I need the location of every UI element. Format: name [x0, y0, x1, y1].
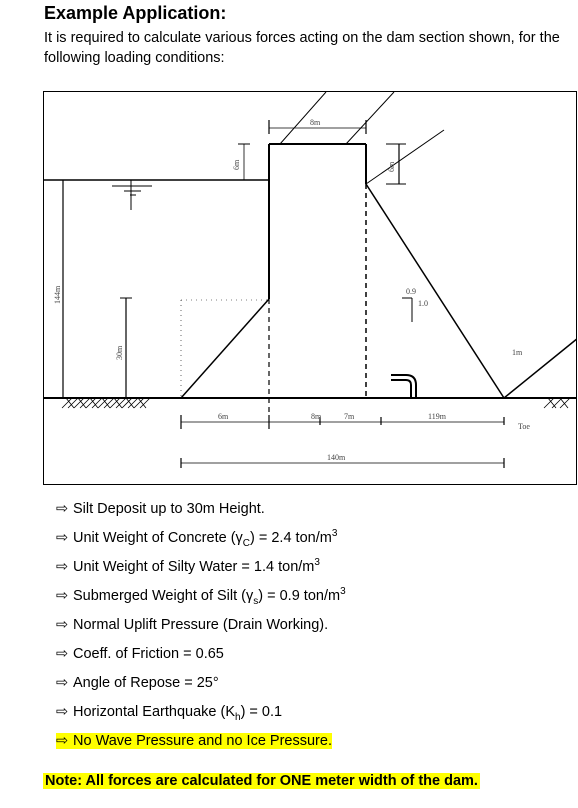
- base-dimension: [181, 415, 504, 429]
- repose-condition: Angle of Repose = 25°: [73, 675, 219, 691]
- list-item: [56, 730, 346, 759]
- silt-weight-prefix: Submerged Weight of Silt (: [73, 588, 247, 604]
- extension-line-top-right: [346, 92, 394, 144]
- concrete-weight-value: ) = 2.4 ton/m: [250, 530, 332, 546]
- earthquake-prefix: Horizontal Earthquake (K: [73, 704, 235, 720]
- silt-weight-value: ) = 0.9 ton/m: [258, 588, 341, 604]
- list-item: [56, 556, 346, 585]
- list-item: [56, 672, 346, 701]
- base-drain-label: 7m: [344, 412, 355, 421]
- freeboard-left-label: 6m: [232, 159, 241, 170]
- base-mid-label: 8m: [311, 412, 322, 421]
- silt-weight-symbol: γ: [246, 588, 254, 604]
- arrow-icon: ⇨: [56, 617, 69, 633]
- water-weight-text: Unit Weight of Silty Water = 1.4 ton/m: [73, 559, 315, 575]
- dam-section-figure: [43, 91, 577, 485]
- wave-condition-highlight: [56, 733, 332, 749]
- list-item: [56, 643, 346, 672]
- arrow-icon: ⇨: [56, 733, 69, 749]
- silt-weight-subscript: s: [253, 595, 259, 607]
- list-item: [56, 614, 346, 643]
- base-right-label: 119m: [428, 412, 446, 421]
- drain-pipe: [391, 375, 416, 398]
- arrow-icon: ⇨: [56, 588, 69, 604]
- arrow-icon: ⇨: [56, 646, 69, 662]
- uplift-condition: Normal Uplift Pressure (Drain Working).: [73, 617, 329, 633]
- list-item: [56, 527, 346, 556]
- ground-hatch-left: [62, 398, 150, 408]
- extension-line-right: [366, 130, 444, 184]
- top-width-label: 8m: [310, 118, 321, 127]
- arrow-icon: ⇨: [56, 559, 69, 575]
- earthquake-value: ) = 0.1: [240, 704, 283, 720]
- friction-condition: Coeff. of Friction = 0.65: [73, 646, 224, 662]
- total-height-label: 144m: [53, 285, 62, 304]
- arrow-icon: ⇨: [56, 704, 69, 720]
- dam-upstream-batter: [181, 299, 269, 398]
- slope-v-label: 0.9: [406, 287, 416, 296]
- toe-slope-line: [504, 338, 577, 398]
- freeboard-right-label: 6m: [387, 161, 396, 172]
- silt-weight-exponent: 3: [340, 586, 346, 598]
- toe-label: Toe: [518, 422, 530, 431]
- loading-conditions-list: [56, 498, 346, 759]
- base-left-label: 6m: [218, 412, 229, 421]
- intro-text: It is required to calculate various forces acting on the dam section shown, for the following loading conditions:: [44, 30, 560, 66]
- dam-downstream-slope: [366, 184, 504, 398]
- list-item: [56, 585, 346, 614]
- silt-condition: Silt Deposit up to 30m Height.: [73, 501, 265, 517]
- list-item: [56, 498, 346, 527]
- slope-h-label: 1.0: [418, 299, 428, 308]
- concrete-weight-exponent: 3: [331, 528, 338, 540]
- width-note: Note: All forces are calculated for ONE meter width of the dam.: [45, 773, 478, 789]
- concrete-weight-subscript: C: [242, 537, 251, 549]
- toe-slope-label: 1m: [512, 348, 523, 357]
- arrow-icon: ⇨: [56, 530, 69, 546]
- dam-section-diagram: [44, 92, 577, 485]
- water-weight-exponent: 3: [314, 557, 320, 569]
- concrete-weight-prefix: Unit Weight of Concrete (: [73, 530, 236, 546]
- concrete-weight-symbol: γ: [235, 530, 243, 546]
- list-item: [56, 701, 346, 730]
- ground-hatch-right: [544, 398, 570, 408]
- water-level-symbol: [112, 180, 152, 210]
- arrow-icon: ⇨: [56, 675, 69, 691]
- arrow-icon: ⇨: [56, 501, 69, 517]
- base-total-label: 140m: [327, 453, 346, 462]
- slope-indicator: [402, 298, 412, 322]
- silt-height-label: 30m: [115, 345, 124, 360]
- page-heading: Example Application:: [44, 3, 227, 23]
- wave-condition: No Wave Pressure and no Ice Pressure.: [73, 733, 332, 749]
- earthquake-subscript: h: [235, 711, 241, 723]
